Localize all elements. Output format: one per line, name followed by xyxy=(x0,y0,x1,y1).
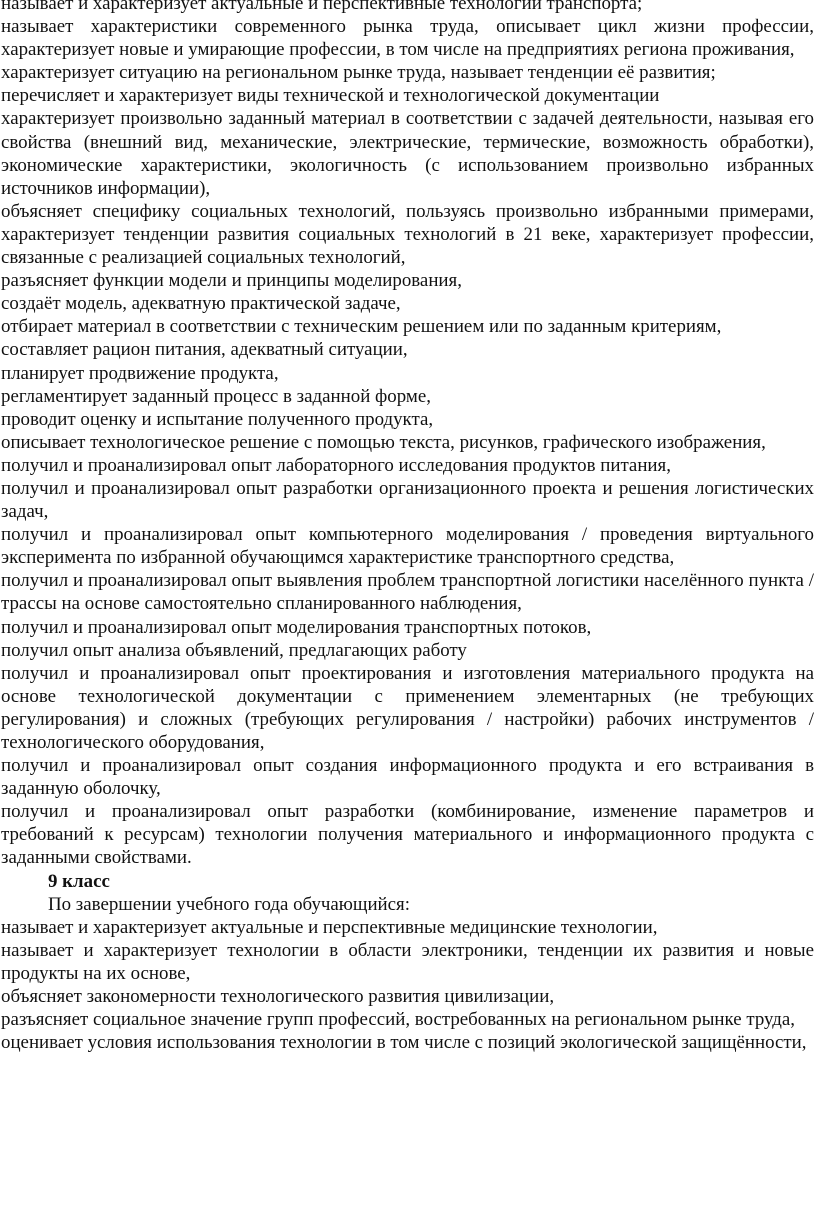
list-item: получил и проанализировал опыт компьютерного моделирования / проведения виртуального эксперимента по избранной обучающимся характеристике транспортного средства, xyxy=(1,524,814,569)
list-item: называет и характеризует актуальные и перспективные медицинские технологии, xyxy=(1,916,658,938)
list-item: получил и проанализировал опыт разработки организационного проекта и решения логистических задач, xyxy=(1,477,814,523)
list-item: характеризует ситуацию на региональном рынке труда, называет тенденции её развития; xyxy=(1,62,716,84)
list-item: получил и проанализировал опыт моделирования транспортных потоков, xyxy=(1,616,592,638)
section-intro: По завершении учебного года обучающийся: xyxy=(48,893,410,915)
list-item: составляет рацион питания, адекватный ситуации, xyxy=(1,339,408,361)
list-item: планирует продвижение продукта, xyxy=(1,362,279,384)
list-item: разъясняет функции модели и принципы моделирования, xyxy=(1,270,462,292)
list-item: получил и проанализировал опыт создания информационного продукта и его встраивания в заданную оболочку, xyxy=(1,755,814,800)
outcomes-list-before xyxy=(1,0,814,870)
list-item: получил и проанализировал опыт лабораторного исследования продуктов питания, xyxy=(1,454,671,476)
section-heading: 9 класс xyxy=(48,870,110,892)
list-item: перечисляет и характеризует виды технической и технологической документации xyxy=(1,85,660,107)
list-item: описывает технологическое решение с помощью текста, рисунков, графического изображения, xyxy=(1,431,766,453)
list-item: проводит оценку и испытание полученного продукта, xyxy=(1,408,434,430)
list-item: называет характеристики современного рынка труда, описывает цикл жизни профессии, характеризует новые и умирающие профессии, в том числе на предприятиях региона проживания, xyxy=(1,16,814,61)
list-item: называет и характеризует актуальные и перспективные технологии транспорта; xyxy=(1,0,643,14)
list-item: объясняет специфику социальных технологий, пользуясь произвольно избранными примерами, характеризует тенденции развития социальных технологий в 21 веке, характеризует профессии, связанные с реализацией социальных технологий, xyxy=(1,200,814,269)
list-item: характеризует произвольно заданный материал в соответствии с задачей деятельности, называя его свойства (внешний вид, механические, электрические, термические, возможность обработки), экономические характеристики, экологичность (с использованием произвольно избранных источников информации), xyxy=(1,108,814,199)
list-item: получил и проанализировал опыт проектирования и изготовления материального продукта на основе технологической документации с применением элементарных (не требующих регулирования) и сложных (требующих регулирования / настройки) рабочих инструментов / технологического оборудования, xyxy=(1,662,814,753)
list-item: создаёт модель, адекватную практической задаче, xyxy=(1,293,401,315)
list-item: оценивает условия использования технологии в том числе с позиций экологической защищённости, xyxy=(1,1032,807,1054)
list-item: получил опыт анализа объявлений, предлагающих работу xyxy=(1,639,467,661)
list-item: отбирает материал в соответствии с техническим решением или по заданным критериям, xyxy=(1,316,722,338)
list-item: разъясняет социальное значение групп профессий, востребованных на региональном рынке труда, xyxy=(1,1009,796,1031)
outcomes-list-after xyxy=(1,916,814,1055)
list-item: регламентирует заданный процесс в заданной форме, xyxy=(1,385,431,407)
list-item: объясняет закономерности технологического развития цивилизации, xyxy=(1,986,555,1008)
list-item: получил и проанализировал опыт разработки (комбинирование, изменение параметров и требований к ресурсам) технологии получения материального и информационного продукта с заданными свойствами. xyxy=(1,801,814,869)
list-item: получил и проанализировал опыт выявления проблем транспортной логистики населённого пункта / трассы на основе самостоятельно спланированного наблюдения, xyxy=(1,570,814,615)
list-item: называет и характеризует технологии в области электроники, тенденции их развития и новые продукты на их основе, xyxy=(1,939,814,984)
